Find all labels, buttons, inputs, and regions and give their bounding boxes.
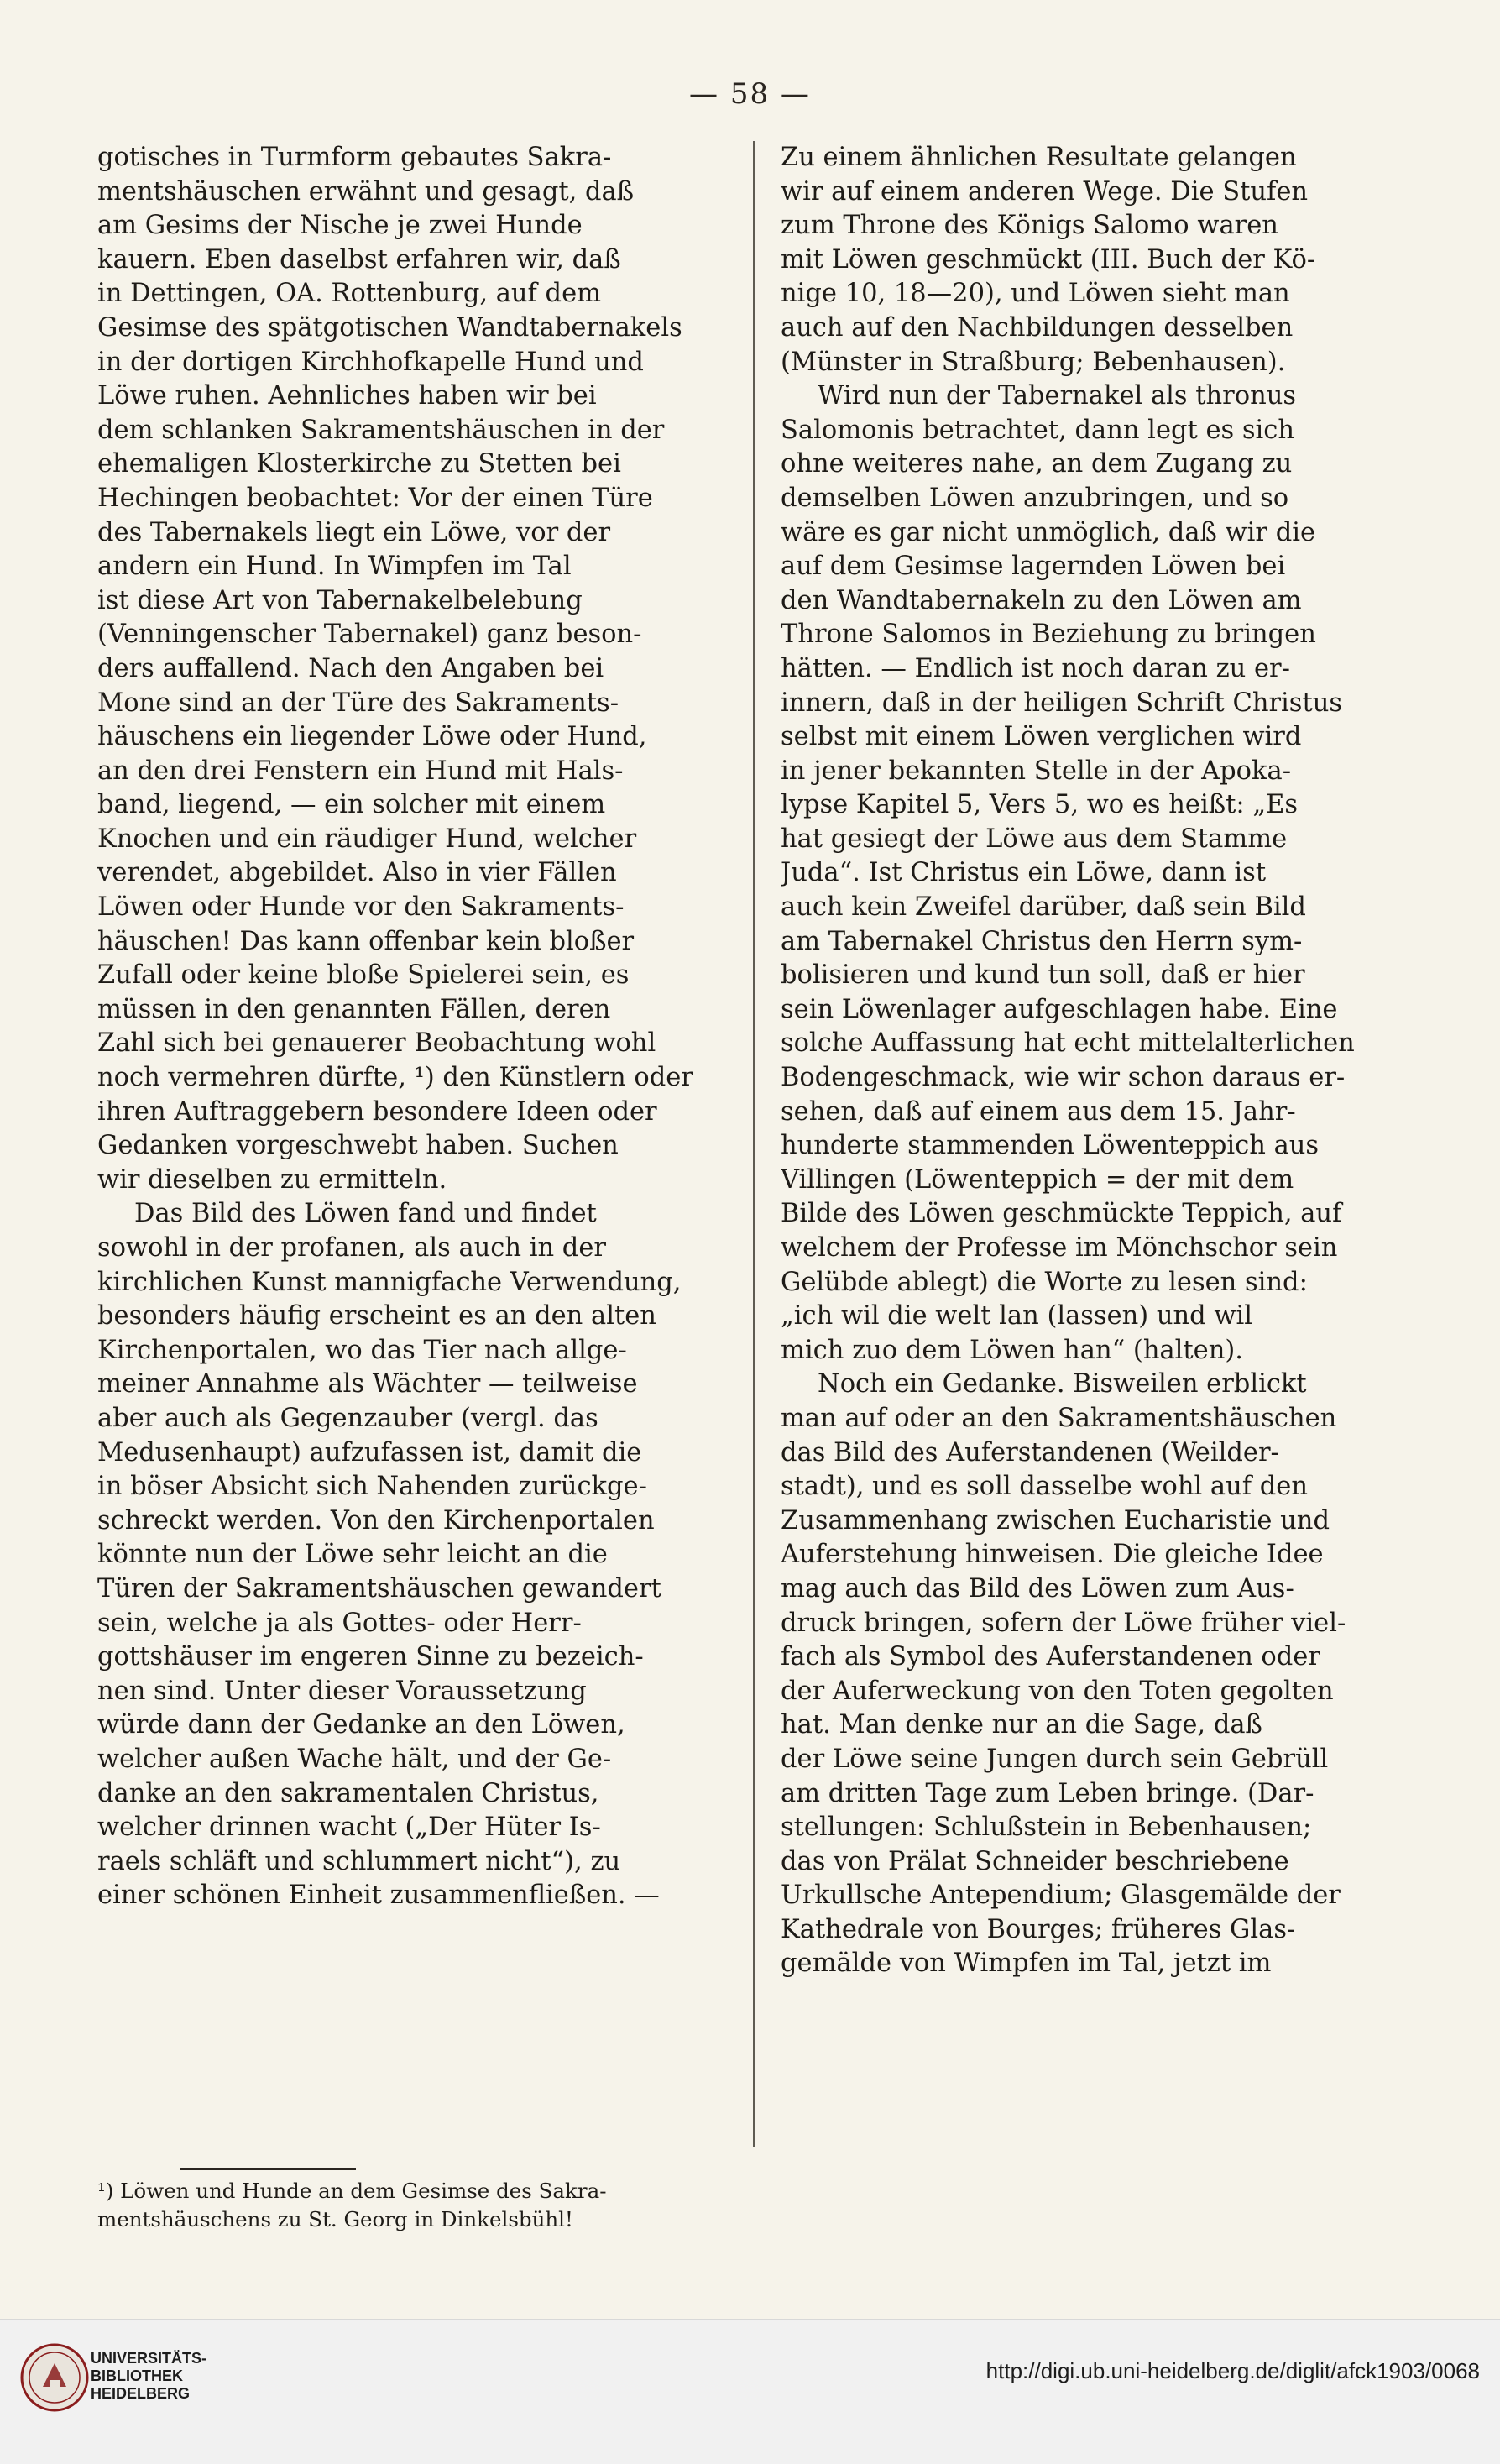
text-line: danke an den sakramentalen Christus, bbox=[97, 1778, 599, 1808]
text-line: Gelübde ablegt) die Worte zu lesen sind: bbox=[781, 1267, 1308, 1297]
text-line: Knochen und ein räudiger Hund, welcher bbox=[97, 824, 637, 854]
text-line: verendet, abgebildet. Also in vier Fällen bbox=[97, 858, 617, 888]
text-line: meiner Annahme als Wächter — teilweise bbox=[97, 1369, 638, 1399]
text-line: selbst mit einem Löwen verglichen wird bbox=[781, 722, 1302, 752]
page-number: — 58 — bbox=[689, 77, 811, 111]
text-line: Kirchenportalen, wo das Tier nach allge- bbox=[97, 1335, 627, 1365]
text-line: besonders häufig erscheint es an den alten bbox=[97, 1301, 656, 1331]
text-line: gotisches in Turmform gebautes Sakra- bbox=[97, 143, 612, 172]
viewer-footer bbox=[0, 2319, 1500, 2464]
text-line: Salomonis betrachtet, dann legt es sich bbox=[781, 415, 1294, 445]
text-line: an den drei Fenstern ein Hund mit Hals- bbox=[97, 756, 624, 786]
text-line: „ich wil die welt lan (lassen) und wil bbox=[781, 1301, 1253, 1331]
text-line: hat gesiegt der Löwe aus dem Stamme bbox=[781, 824, 1288, 854]
text-line: stadt), und es soll dasselbe wohl auf den bbox=[781, 1472, 1308, 1502]
text-line: Villingen (Löwenteppich = der mit dem bbox=[781, 1164, 1294, 1195]
text-line: Mone sind an der Türe des Sakraments- bbox=[97, 688, 619, 718]
text-line: in Dettingen, OA. Rottenburg, auf dem bbox=[97, 279, 602, 309]
text-line: mit Löwen geschmückt (III. Buch der Kö- bbox=[781, 244, 1316, 275]
source-url-link[interactable]: http://digi.ub.uni-heidelberg.de/diglit/afck1903/0068 bbox=[985, 2358, 1480, 2383]
text-line: innern, daß in der heiligen Schrift Christus bbox=[781, 688, 1343, 718]
text-line: auch kein Zweifel darüber, daß sein Bild bbox=[781, 892, 1306, 923]
text-line: Zusammenhang zwischen Eucharistie und bbox=[781, 1505, 1330, 1535]
text-line: in der dortigen Kirchhofkapelle Hund und bbox=[97, 347, 644, 377]
footnote bbox=[97, 2177, 752, 2234]
library-line: HEIDELBERG bbox=[91, 2385, 191, 2402]
text-line: auch auf den Nachbildungen desselben bbox=[781, 312, 1294, 343]
text-line: ihren Auftraggebern besondere Ideen oder bbox=[97, 1096, 657, 1127]
text-line: welcher drinnen wacht („Der Hüter Is- bbox=[97, 1813, 601, 1843]
text-line: Hechingen beobachtet: Vor der einen Türe bbox=[97, 483, 653, 513]
university-seal-icon bbox=[20, 2343, 89, 2412]
text-line: noch vermehren dürfte, ¹) den Künstlern oder bbox=[97, 1063, 693, 1093]
text-line: in böser Absicht sich Nahenden zurückge- bbox=[97, 1472, 647, 1502]
text-line: gottshäuser im engeren Sinne zu bezeich- bbox=[97, 1642, 644, 1672]
text-line: man auf oder an den Sakramentshäuschen bbox=[781, 1403, 1337, 1433]
text-line: aber auch als Gegenzauber (vergl. das bbox=[97, 1403, 598, 1433]
text-line: Bilde des Löwen geschmückte Teppich, auf bbox=[781, 1199, 1342, 1229]
library-line: BIBLIOTHEK bbox=[91, 2367, 183, 2384]
text-line: welcher außen Wache hält, und der Ge- bbox=[97, 1744, 612, 1774]
text-line: würde dann der Gedanke an den Löwen, bbox=[97, 1710, 625, 1740]
text-line: Löwen oder Hunde vor den Sakraments- bbox=[97, 892, 625, 923]
text-line: (Venningenscher Tabernakel) ganz beson- bbox=[97, 620, 642, 650]
text-line: wir dieselben zu ermitteln. bbox=[97, 1164, 447, 1195]
text-line: nen sind. Unter dieser Voraussetzung bbox=[97, 1676, 587, 1706]
text-line: ohne weiteres nahe, an dem Zugang zu bbox=[781, 449, 1293, 479]
text-line: Throne Salomos in Beziehung zu bringen bbox=[781, 620, 1316, 650]
text-line: Das Bild des Löwen fand und findet bbox=[134, 1199, 597, 1229]
text-line: kirchlichen Kunst mannigfache Verwendung, bbox=[97, 1267, 682, 1297]
text-line: nige 10, 18—20), und Löwen sieht man bbox=[781, 279, 1290, 309]
text-line: ist diese Art von Tabernakelbelebung bbox=[97, 585, 583, 615]
text-line: stellungen: Schlußstein in Bebenhausen; bbox=[781, 1813, 1312, 1843]
text-line: Auferstehung hinweisen. Die gleiche Idee bbox=[781, 1540, 1324, 1570]
text-line: in jener bekannten Stelle in der Apoka- bbox=[781, 756, 1292, 786]
text-line: lypse Kapitel 5, Vers 5, wo es heißt: „Es bbox=[781, 790, 1299, 820]
text-line: sein, welche ja als Gottes- oder Herr- bbox=[97, 1608, 582, 1638]
text-line: Löwe ruhen. Aehnliches haben wir bei bbox=[97, 381, 597, 411]
text-line: band, liegend, — ein solcher mit einem bbox=[97, 790, 606, 820]
text-line: ders auffallend. Nach den Angaben bei bbox=[97, 653, 604, 683]
column-divider bbox=[753, 141, 755, 2147]
text-line: hunderte stammenden Löwenteppich aus bbox=[781, 1131, 1320, 1161]
text-line: bolisieren und kund tun soll, daß er hier bbox=[781, 960, 1305, 991]
text-line: raels schläft und schlummert nicht“), zu bbox=[97, 1846, 621, 1876]
text-line: hat. Man denke nur an die Sage, daß bbox=[781, 1710, 1262, 1740]
text-line: Zahl sich bei genauerer Beobachtung wohl bbox=[97, 1028, 656, 1059]
text-line: am Gesims der Nische je zwei Hunde bbox=[97, 211, 583, 241]
text-line: sein Löwenlager aufgeschlagen habe. Eine bbox=[781, 994, 1338, 1024]
text-line: schreckt werden. Von den Kirchenportalen bbox=[97, 1505, 655, 1535]
text-line: könnte nun der Löwe sehr leicht an die bbox=[97, 1540, 608, 1570]
text-line: dem schlanken Sakramentshäuschen in der bbox=[97, 415, 665, 445]
text-line: den Wandtabernakeln zu den Löwen am bbox=[781, 585, 1302, 615]
text-line: am dritten Tage zum Leben bringe. (Dar- bbox=[781, 1778, 1314, 1808]
text-line: wir auf einem anderen Wege. Die Stufen bbox=[781, 176, 1309, 207]
text-line: auf dem Gesimse lagernden Löwen bei bbox=[781, 552, 1286, 582]
text-line: Bodengeschmack, wie wir schon daraus er- bbox=[781, 1063, 1346, 1093]
footnote-rule bbox=[180, 2168, 356, 2170]
text-line: gemälde von Wimpfen im Tal, jetzt im bbox=[781, 1949, 1272, 1979]
text-line: zum Throne des Königs Salomo waren bbox=[781, 211, 1278, 241]
library-line: UNIVERSITÄTS- bbox=[91, 2350, 207, 2367]
text-line: Gedanken vorgeschwebt haben. Suchen bbox=[97, 1131, 619, 1161]
text-line: einer schönen Einheit zusammenfließen. — bbox=[97, 1881, 660, 1911]
text-line: mentshäuschen erwähnt und gesagt, daß bbox=[97, 176, 635, 207]
text-line: der Auferweckung von den Toten gegolten bbox=[781, 1676, 1334, 1706]
text-line: welchem der Professe im Mönchschor sein bbox=[781, 1233, 1338, 1263]
text-line: hätten. — Endlich ist noch daran zu er- bbox=[781, 653, 1290, 683]
text-line: Zufall oder keine bloße Spielerei sein, es bbox=[97, 960, 630, 991]
right-column bbox=[781, 141, 1435, 1981]
text-line: Gesimse des spätgotischen Wandtabernakels bbox=[97, 312, 682, 343]
left-column bbox=[97, 141, 752, 1913]
text-line: andern ein Hund. In Wimpfen im Tal bbox=[97, 552, 572, 582]
text-line: der Löwe seine Jungen durch sein Gebrüll bbox=[781, 1744, 1329, 1774]
library-name bbox=[91, 2350, 206, 2403]
text-line: das Bild des Auferstandenen (Weilder- bbox=[781, 1437, 1279, 1467]
text-line: mich zuo dem Löwen han“ (halten). bbox=[781, 1335, 1243, 1365]
text-line: ¹) Löwen und Hunde an dem Gesimse des Sakra- bbox=[97, 2179, 607, 2203]
text-line: kauern. Eben daselbst erfahren wir, daß bbox=[97, 244, 621, 275]
text-line: häuschen! Das kann offenbar kein bloßer bbox=[97, 926, 635, 956]
text-line: (Münster in Straßburg; Bebenhausen). bbox=[781, 347, 1286, 377]
text-line: müssen in den genannten Fällen, deren bbox=[97, 994, 611, 1024]
text-line: mag auch das Bild des Löwen zum Aus- bbox=[781, 1573, 1294, 1603]
text-line: druck bringen, sofern der Löwe früher viel- bbox=[781, 1608, 1346, 1638]
text-line: sowohl in der profanen, als auch in der bbox=[97, 1233, 606, 1263]
text-line: Türen der Sakramentshäuschen gewandert bbox=[97, 1573, 661, 1603]
text-line: am Tabernakel Christus den Herrn sym- bbox=[781, 926, 1303, 956]
text-line: fach als Symbol des Auferstandenen oder bbox=[781, 1642, 1320, 1672]
text-line: Medusenhaupt) aufzufassen ist, damit die bbox=[97, 1437, 642, 1467]
text-line: sehen, daß auf einem aus dem 15. Jahr- bbox=[781, 1096, 1296, 1127]
text-line: ehemaligen Klosterkirche zu Stetten bei bbox=[97, 449, 621, 479]
text-line: Juda“. Ist Christus ein Löwe, dann ist bbox=[781, 858, 1267, 888]
text-line: des Tabernakels liegt ein Löwe, vor der bbox=[97, 517, 611, 547]
text-line: Urkullsche Antependium; Glasgemälde der bbox=[781, 1881, 1341, 1911]
text-line: Wird nun der Tabernakel als thronus bbox=[818, 381, 1297, 411]
text-line: Kathedrale von Bourges; früheres Glas- bbox=[781, 1914, 1296, 1944]
text-line: solche Auffassung hat echt mittelalterlichen bbox=[781, 1028, 1355, 1059]
text-line: wäre es gar nicht unmöglich, daß wir die bbox=[781, 517, 1316, 547]
text-line: häuschens ein liegender Löwe oder Hund, bbox=[97, 722, 647, 752]
text-line: das von Prälat Schneider beschriebene bbox=[781, 1846, 1289, 1876]
text-line: Noch ein Gedanke. Bisweilen erblickt bbox=[818, 1369, 1307, 1399]
text-line: mentshäuschens zu St. Georg in Dinkelsbühl! bbox=[97, 2207, 573, 2231]
text-line: demselben Löwen anzubringen, und so bbox=[781, 483, 1289, 513]
text-line: Zu einem ähnlichen Resultate gelangen bbox=[781, 143, 1297, 172]
